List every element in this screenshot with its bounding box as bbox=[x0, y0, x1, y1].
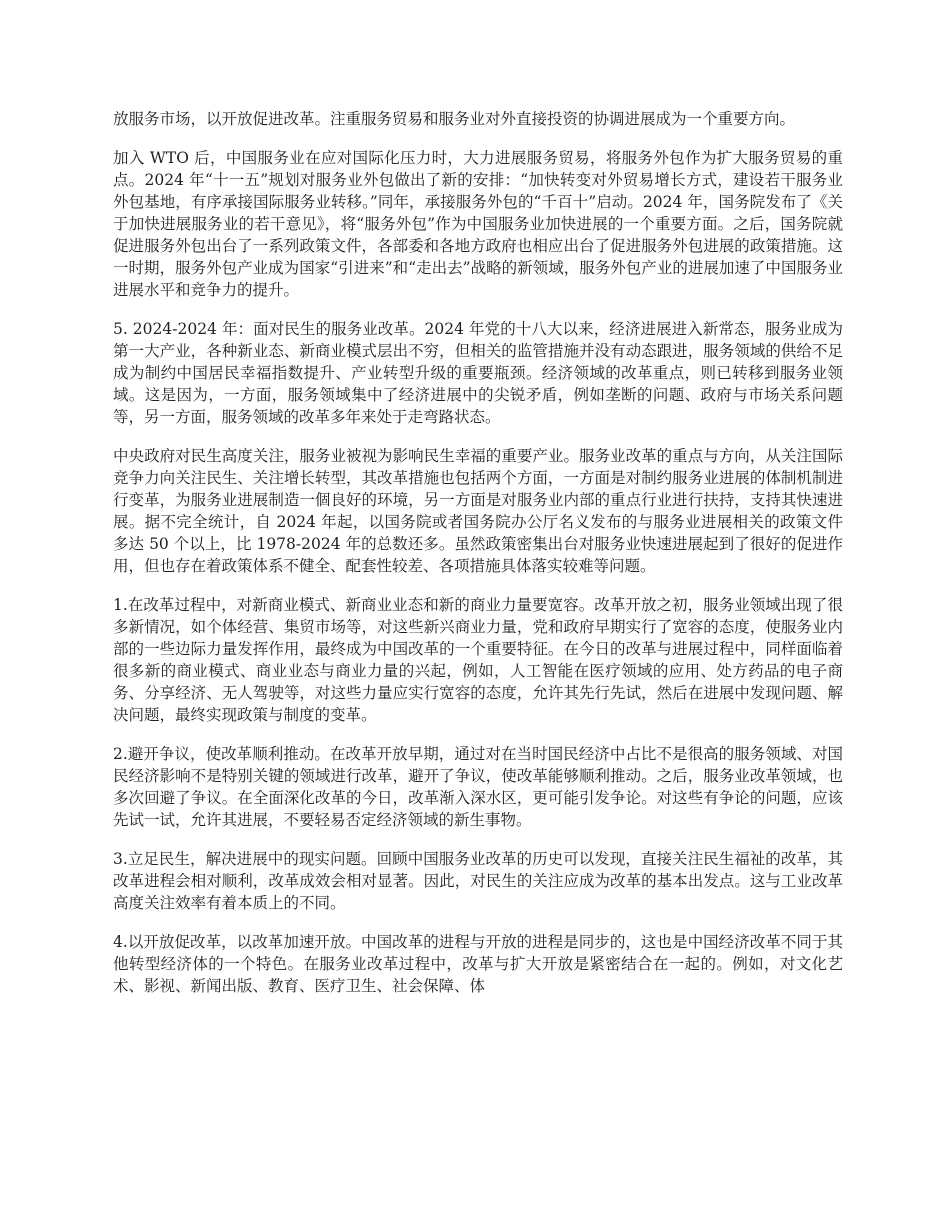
paragraph-2: 加入 WTO 后，中国服务业在应对国际化压力时，大力进展服务贸易，将服务外包作为扩大服务贸易的重点。2024 年“十一五”规划对服务业外包做出了新的安排：“加快转变对外贸易增长方式，建设若干服务业外包基地，有序承接国际服务业转移。”同年，承接服务外包的“千百十”启动。2024 年，国务院发布了《关于加快进展服务业的若干意见》，将“服务外包”作为中国服务业加快进展的一个重要方面。之后，国务院就促进服务外包出台了一系列政策文件，各部委和各地方政府也相应出台了促进服务外包进展的政策措施。这一时期，服务外包产业成为国家“引进来”和“走出去”战略的新领域，服务外包产业的进展加速了中国服务业进展水平和竞争力的提升。 bbox=[113, 149, 843, 299]
paragraph-6: 2.避开争议，使改革顺利推动。在改革开放早期，通过对在当时国民经济中占比不是很高的服务领域、对国民经济影响不是特别关键的领域进行改革，避开了争议，使改革能够顺利推动。之后，服务业改革领域，也多次回避了争议。在全面深化改革的今日，改革渐入深水区，更可能引发争论。对这些有争论的问题，应该先试一试，允许其进展，不要轻易否定经济领域的新生事物。 bbox=[113, 745, 843, 829]
paragraph-4: 中央政府对民生高度关注，服务业被视为影响民生幸福的重要产业。服务业改革的重点与方向，从关注国际竞争力向关注民生、关注增长转型，其改革措施也包括两个方面，一方面是对制约服务业进展的体制机制进行变革，为服务业进展制造一個良好的环境，另一方面是对服务业内部的重点行业进行扶持，支持其快速进展。据不完全统计，自 2024 年起，以国务院或者国务院办公厅名义发布的与服务业进展相关的政策文件多达 50 个以上，比 1978-2024 年的总数还多。虽然政策密集出台对服务业快速进展起到了很好的促进作用，但也存在着政策体系不健全、配套性较差、各项措施具体落实较难等问题。 bbox=[113, 447, 843, 575]
paragraph-3: 5. 2024-2024 年：面对民生的服务业改革。2024 年党的十八大以来，经济进展进入新常态，服务业成为第一大产业，各种新业态、新商业模式层出不穷，但相关的监管措施并没有动态跟进，服务领域的供给不足成为制约中国居民幸福指数提升、产业转型升级的重要瓶颈。经济领域的改革重点，则已转移到服务业领域。这是因为，一方面，服务领域集中了经济进展中的尖锐矛盾，例如垄断的问题、政府与市场关系问题等，另一方面，服务领域的改革多年来处于走弯路状态。 bbox=[113, 320, 843, 426]
paragraph-7: 3.立足民生，解决进展中的现实问题。回顾中国服务业改革的历史可以发现，直接关注民生福祉的改革，其改革进程会相对顺利，改革成效会相对显著。因此，对民生的关注应成为改革的基本出发点。这与工业改革高度关注效率有着本质上的不同。 bbox=[113, 850, 843, 912]
paragraph-1: 放服务市场，以开放促进改革。注重服务贸易和服务业对外直接投资的协调进展成为一个重要方向。 bbox=[113, 110, 796, 128]
paragraph-8: 4.以开放促改革，以改革加速开放。中国改革的进程与开放的进程是同步的，这也是中国经济改革不同于其他转型经济体的一个特色。在服务业改革过程中，改革与扩大开放是紧密结合在一起的。例如，对文化艺术、影视、新闻出版、教育、医疗卫生、社会保障、体 bbox=[113, 933, 843, 995]
paragraph-5: 1.在改革过程中，对新商业模式、新商业业态和新的商业力量要宽容。改革开放之初，服务业领域出现了很多新情况，如个体经营、集贸市场等，对这些新兴商业力量，党和政府早期实行了宽容的态度，使服务业内部的一些边际力量发挥作用，最终成为中国改革的一个重要特征。在今日的改革与进展过程中，同样面临着很多新的商业模式、商业业态与商业力量的兴起，例如，人工智能在医疗领域的应用、处方药品的电子商务、分享经济、无人驾驶等，对这些力量应实行宽容的态度，允许其先行先试，然后在进展中发现问题、解决问题，最终实现政策与制度的变革。 bbox=[113, 596, 843, 724]
document-body bbox=[113, 108, 843, 1014]
